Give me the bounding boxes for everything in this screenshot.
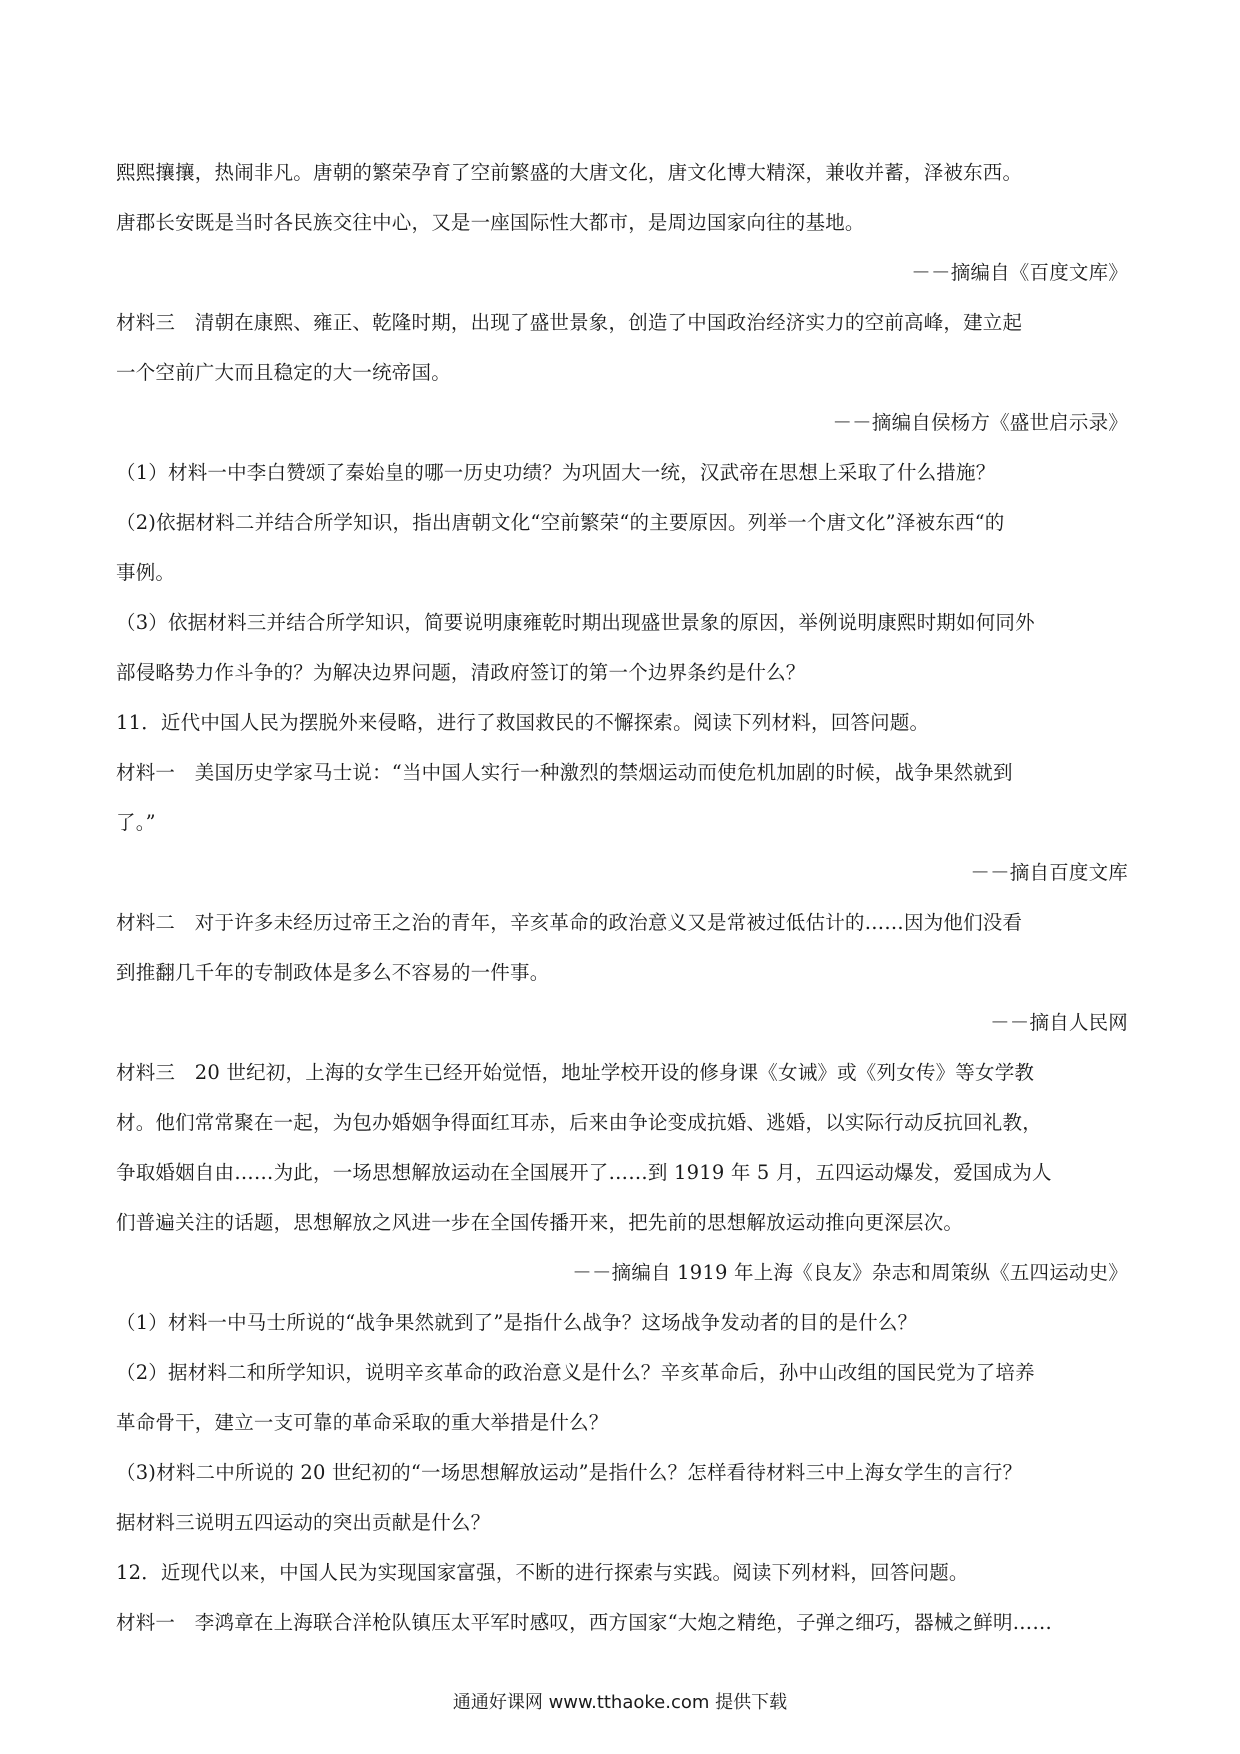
text-line: 材。他们常常聚在一起，为包办婚姻争得面红耳赤，后来由争论变成抗婚、逃婚，以实际行动反抗回礼教， xyxy=(116,1111,1042,1134)
text-line: （3)材料二中所说的 20 世纪初的“一场思想解放运动”是指什么？怎样看待材料三中上海女学生的言行？ xyxy=(116,1461,1023,1484)
text-line: 11．近代中国人民为摆脱外来侵略，进行了救国救民的不懈探索。阅读下列材料，回答问题。 xyxy=(116,711,930,734)
text-line: 革命骨干，建立一支可靠的革命采取的重大举措是什么？ xyxy=(116,1411,609,1434)
source-citation-line: －－摘编自《百度文库》 xyxy=(911,261,1128,284)
text-line: 们普遍关注的话题，思想解放之风进一步在全国传播开来，把先前的思想解放运动推向更深层次。 xyxy=(116,1211,964,1234)
text-line: 一个空前广大而且稳定的大一统帝国。 xyxy=(116,361,451,384)
text-line: 材料三 20 世纪初，上海的女学生已经开始觉悟，地址学校开设的修身课《女诫》或《列女传》等女学教 xyxy=(116,1061,1035,1084)
text-line: 事例。 xyxy=(116,561,176,584)
text-line: 熙熙攘攘，热闹非凡。唐朝的繁荣孕育了空前繁盛的大唐文化，唐文化博大精深，兼收并蓄，泽被东西。 xyxy=(116,161,1023,184)
text-line: 部侵略势力作斗争的？为解决边界问题，清政府签订的第一个边界条约是什么？ xyxy=(116,661,806,684)
text-line: （3）依据材料三并结合所学知识，简要说明康雍乾时期出现盛世景象的原因，举例说明康熙时期如何同外 xyxy=(116,611,1035,634)
text-line: 到推翻几千年的专制政体是多么不容易的一件事。 xyxy=(116,961,550,984)
text-line: 材料二 对于许多未经历过帝王之治的青年，辛亥革命的政治意义又是常被过低估计的……因为他们没看 xyxy=(116,911,1023,934)
text-line: 据材料三说明五四运动的突出贡献是什么？ xyxy=(116,1511,491,1534)
source-citation-line: －－摘自人民网 xyxy=(990,1011,1128,1034)
text-line: （1）材料一中李白赞颂了秦始皇的哪一历史功绩？为巩固大一统，汉武帝在思想上采取了什么措施？ xyxy=(116,461,996,484)
page-footer: 通通好课网 www.tthaoke.com 提供下载 xyxy=(452,1692,788,1713)
text-line: 材料一 李鸿章在上海联合洋枪队镇压太平军时感叹，西方国家“大炮之精绝，子弹之细巧，器械之鲜明…… xyxy=(116,1611,1053,1634)
text-line: 争取婚姻自由……为此，一场思想解放运动在全国展开了……到 1919 年 5 月，五四运动爆发，爱国成为人 xyxy=(116,1161,1052,1184)
source-citation-line: －－摘自百度文库 xyxy=(970,861,1128,884)
text-line: （2)依据材料二并结合所学知识，指出唐朝文化“空前繁荣“的主要原因。列举一个唐文化”泽被东西“的 xyxy=(116,511,1005,534)
source-citation-line: －－摘编自侯杨方《盛世启示录》 xyxy=(832,411,1128,434)
document-body xyxy=(116,160,1128,1660)
text-line: （2）据材料二和所学知识，说明辛亥革命的政治意义是什么？辛亥革命后，孙中山改组的国民党为了培养 xyxy=(116,1361,1035,1384)
source-citation-line: －－摘编自 1919 年上海《良友》杂志和周策纵《五四运动史》 xyxy=(572,1261,1128,1284)
text-line: 材料一 美国历史学家马士说：“当中国人实行一种激烈的禁烟运动而使危机加剧的时候，战争果然就到 xyxy=(116,761,1013,784)
text-line: 材料三 清朝在康熙、雍正、乾隆时期，出现了盛世景象，创造了中国政治经济实力的空前高峰，建立起 xyxy=(116,311,1023,334)
text-line: （1）材料一中马士所说的“战争果然就到了”是指什么战争？这场战争发动者的目的是什么？ xyxy=(116,1311,918,1334)
text-line: 了。” xyxy=(116,811,156,834)
text-line: 唐郡长安既是当时各民族交往中心，又是一座国际性大都市，是周边国家向往的基地。 xyxy=(116,211,865,234)
text-line: 12．近现代以来，中国人民为实现国家富强，不断的进行探索与实践。阅读下列材料，回答问题。 xyxy=(116,1561,969,1584)
